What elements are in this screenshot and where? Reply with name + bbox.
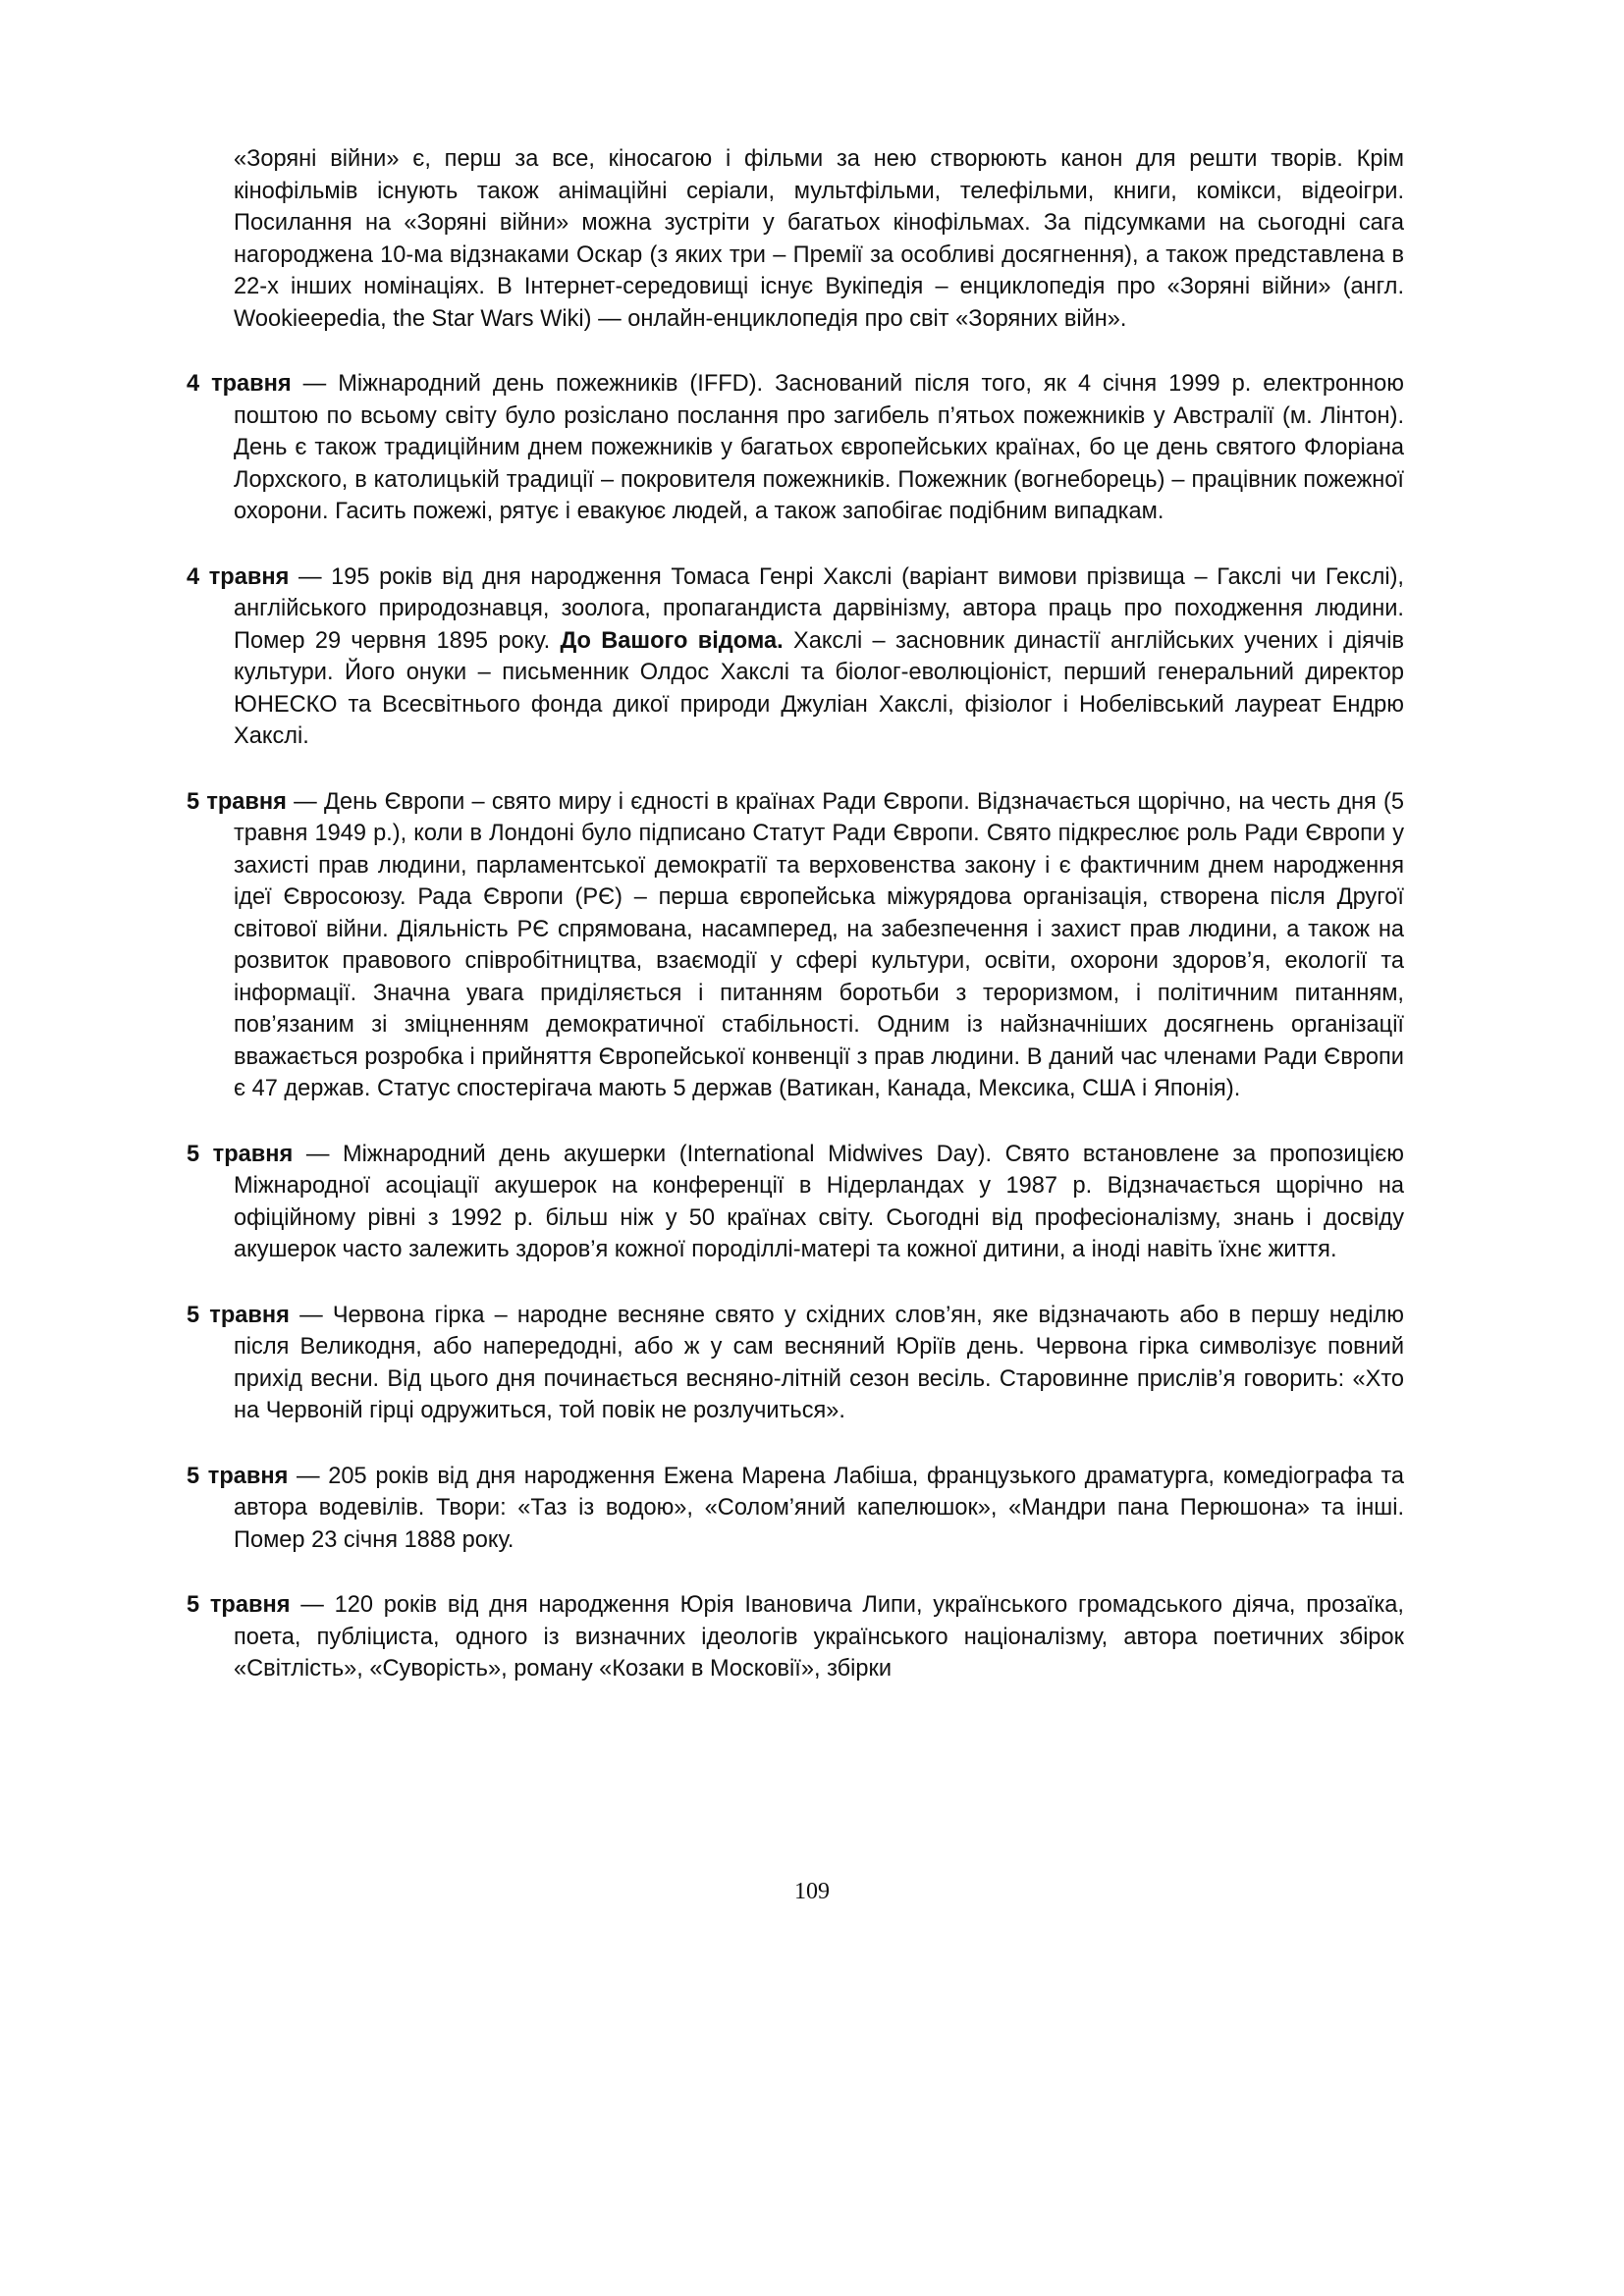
intro-paragraph: «Зоряні війни» є, перш за все, кіносагою і фільми за нею створюють канон для решти творів. Крім кінофільмів існують також анімаційні серіали, мультфільми, телефільми, книги, комікси, відеоігри. Посилання на «Зоряні війни» можна зустріти у багатьох кінофільмах. За підсумками на сьогодні сага нагороджена 10-ма відзнаками Оскар (з яких три – Премії за особливі досягнення), а також представлена в 22-х інших номінаціях. В Інтернет-середовищі існує Вукіпедія – енциклопедія про «Зоряні війни» (англ. Wookieepedia, the Star Wars Wiki) — онлайн-енциклопедія про світ «Зоряних війн». <box>234 146 1404 332</box>
entry-midwives-day <box>187 1139 1404 1266</box>
page-number: 109 <box>794 1879 830 1904</box>
entry-text: — 120 років від дня народження Юрія Івановича Липи, українського громадського діяча, прозаїка, поета, публіциста, одного із визначних ідеологів українського націоналізму, автора поетичних збірок «Світлість», «Суворість», роману «Козаки в Московії», збірки <box>234 1592 1404 1682</box>
entry-date: 5 травня <box>187 1463 289 1489</box>
entry-text: — 195 років від дня народження Томаса Генрі Хакслі (варіант вимови прізвища – Гакслі чи Гекслі), англійського природознавця, зоолога, пропагандиста дарвінізму, автора праць про походження людини. Помер 29 червня 1895 року. <box>234 563 1404 654</box>
entry-text: — Міжнародний день пожежників (IFFD). Заснований після того, як 4 січня 1999 р. електронною поштою по всьому світу було розіслано послання про загибель п’ятьох пожежників у Австралії (м. Лінтон). День є також традиційним днем пожежників у багатьох європейських країнах, бо це день святого Флоріана Лорхского, в католицькій традиції – покровителя пожежників. Пожежник (вогнеборець) – працівник пожежної охорони. Гасить пожежі, рятує і евакуює людей, а також запобігає подібним випадкам. <box>234 371 1404 524</box>
entry-huxley <box>187 561 1404 753</box>
entry-firefighters-day <box>187 368 1404 528</box>
entry-europe-day <box>187 786 1404 1105</box>
entry-labiche <box>187 1461 1404 1557</box>
entry-text: — Червона гірка – народне весняне свято у східних слов’ян, яке відзначають або в першу неділю після Великодня, або напередодні, або ж у сам весняний Юріїв день. Червона гірка символізує повний прихід весни. Від цього дня починається весняно-літній сезон весіль. Старовинне прислів’я говорить: «Хто на Червоній гірці одружиться, той повік не розлучиться». <box>234 1302 1404 1423</box>
entry-date: 5 травня <box>187 788 287 815</box>
entry-lypa <box>187 1589 1404 1685</box>
entry-date: 5 травня <box>187 1592 291 1618</box>
entry-date: 5 травня <box>187 1302 290 1328</box>
document-body <box>187 143 1404 1719</box>
entry-text: — Міжнародний день акушерки (International Midwives Day). Свято встановлене за пропозицією Міжнародної асоціації акушерок на конференції в Нідерландах у 1987 р. Відзначається щорічно на офіційному рівні з 1992 р. більш ніж у 50 країнах світу. Сьогодні від професіоналізму, знань і досвіду акушерок часто залежить здоров’я кожної породіллі-матері та кожної дитини, а іноді навіть їхнє життя. <box>234 1141 1404 1262</box>
entry-note: До Вашого відома. <box>560 627 784 654</box>
entry-date: 4 травня <box>187 371 292 397</box>
entry-date: 4 травня <box>187 563 290 590</box>
entry-text: — 205 років від дня народження Ежена Марена Лабіша, французького драматурга, комедіографа та автора водевілів. Твори: «Таз із водою», «Солом’яний капелюшок», «Мандри пана Перюшона» та інші. Помер 23 січня 1888 року. <box>234 1463 1404 1553</box>
entry-text: — День Європи – свято миру і єдності в країнах Ради Європи. Відзначається щорічно, на честь дня (5 травня 1949 р.), коли в Лондоні було підписано Статут Ради Європи. Свято підкреслює роль Ради Європи у захисті прав людини, парламентської демократії та верховенства закону і є фактичним днем народження ідеї Євросоюзу. Рада Європи (РЄ) – перша європейська міжурядова організація, створена після Другої світової війни. Діяльність РЄ спрямована, насамперед, на забезпечення і захист прав людини, а також на розвиток правового співробітництва, взаємодії у сфері культури, освіти, охорони здоров’я, екології та інформації. Значна увага приділяється і питанням боротьби з тероризмом, і політичним питанням, пов’язаним зі зміцненням демократичної стабільності. Одним із найзначніших досягнень організації вважається розробка і прийняття Європейської конвенції з прав людини. В даний час членами Ради Європи є 47 держав. Статус спостерігача мають 5 держав (Ватикан, Канада, Мексика, США і Японія). <box>234 788 1404 1101</box>
entry-date: 5 травня <box>187 1141 294 1167</box>
entry-red-hill <box>187 1300 1404 1427</box>
entry-text-after: Хакслі – засновник династії англійських учених і діячів культури. Його онуки – письменник Олдос Хакслі та біолог-еволюціоніст, перший генеральний директор ЮНЕСКО та Всесвітнього фонда дикої природи Джуліан Хакслі, фізіолог і Нобелівський лауреат Ендрю Хакслі. <box>234 627 1405 749</box>
